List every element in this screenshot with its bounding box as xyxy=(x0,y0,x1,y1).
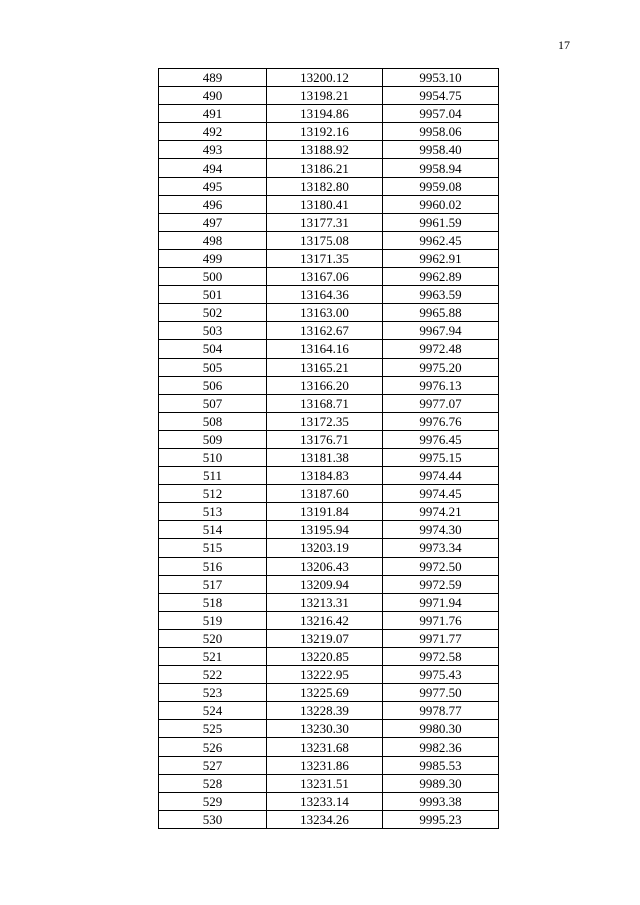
y-coordinate-cell: 9975.15 xyxy=(383,448,499,466)
point-number-cell: 495 xyxy=(159,177,267,195)
y-coordinate-cell: 9975.20 xyxy=(383,358,499,376)
x-coordinate-cell: 13168.71 xyxy=(267,394,383,412)
point-number-cell: 502 xyxy=(159,304,267,322)
y-coordinate-cell: 9974.21 xyxy=(383,503,499,521)
x-coordinate-cell: 13195.94 xyxy=(267,521,383,539)
y-coordinate-cell: 9958.06 xyxy=(383,123,499,141)
table-row xyxy=(159,774,499,792)
table-row xyxy=(159,575,499,593)
point-number-cell: 515 xyxy=(159,539,267,557)
point-number-cell: 512 xyxy=(159,485,267,503)
point-number-cell: 516 xyxy=(159,557,267,575)
point-number-cell: 530 xyxy=(159,810,267,828)
y-coordinate-cell: 9976.13 xyxy=(383,376,499,394)
x-coordinate-cell: 13228.39 xyxy=(267,702,383,720)
x-coordinate-cell: 13171.35 xyxy=(267,249,383,267)
point-number-cell: 519 xyxy=(159,611,267,629)
y-coordinate-cell: 9980.30 xyxy=(383,720,499,738)
point-number-cell: 522 xyxy=(159,666,267,684)
table-body xyxy=(159,69,499,829)
point-number-cell: 517 xyxy=(159,575,267,593)
table-row xyxy=(159,394,499,412)
table-row xyxy=(159,268,499,286)
y-coordinate-cell: 9978.77 xyxy=(383,702,499,720)
y-coordinate-cell: 9954.75 xyxy=(383,87,499,105)
x-coordinate-cell: 13234.26 xyxy=(267,810,383,828)
y-coordinate-cell: 9962.89 xyxy=(383,268,499,286)
y-coordinate-cell: 9961.59 xyxy=(383,213,499,231)
y-coordinate-cell: 9977.07 xyxy=(383,394,499,412)
x-coordinate-cell: 13213.31 xyxy=(267,593,383,611)
table-row xyxy=(159,376,499,394)
x-coordinate-cell: 13222.95 xyxy=(267,666,383,684)
x-coordinate-cell: 13164.16 xyxy=(267,340,383,358)
y-coordinate-cell: 9963.59 xyxy=(383,286,499,304)
point-number-cell: 489 xyxy=(159,69,267,87)
y-coordinate-cell: 9974.45 xyxy=(383,485,499,503)
y-coordinate-cell: 9972.50 xyxy=(383,557,499,575)
x-coordinate-cell: 13181.38 xyxy=(267,448,383,466)
point-number-cell: 500 xyxy=(159,268,267,286)
x-coordinate-cell: 13216.42 xyxy=(267,611,383,629)
table-row xyxy=(159,503,499,521)
y-coordinate-cell: 9973.34 xyxy=(383,539,499,557)
x-coordinate-cell: 13187.60 xyxy=(267,485,383,503)
table-row xyxy=(159,629,499,647)
x-coordinate-cell: 13220.85 xyxy=(267,648,383,666)
point-number-cell: 513 xyxy=(159,503,267,521)
point-number-cell: 492 xyxy=(159,123,267,141)
table-row xyxy=(159,322,499,340)
table-row xyxy=(159,105,499,123)
x-coordinate-cell: 13233.14 xyxy=(267,792,383,810)
point-number-cell: 494 xyxy=(159,159,267,177)
x-coordinate-cell: 13180.41 xyxy=(267,195,383,213)
point-number-cell: 511 xyxy=(159,467,267,485)
table-row xyxy=(159,756,499,774)
x-coordinate-cell: 13192.16 xyxy=(267,123,383,141)
x-coordinate-cell: 13175.08 xyxy=(267,231,383,249)
point-number-cell: 529 xyxy=(159,792,267,810)
point-number-cell: 504 xyxy=(159,340,267,358)
y-coordinate-cell: 9965.88 xyxy=(383,304,499,322)
y-coordinate-cell: 9958.94 xyxy=(383,159,499,177)
point-number-cell: 493 xyxy=(159,141,267,159)
table-row xyxy=(159,430,499,448)
y-coordinate-cell: 9974.30 xyxy=(383,521,499,539)
x-coordinate-cell: 13176.71 xyxy=(267,430,383,448)
y-coordinate-cell: 9959.08 xyxy=(383,177,499,195)
y-coordinate-cell: 9971.77 xyxy=(383,629,499,647)
page-number: 17 xyxy=(558,38,570,52)
table-row xyxy=(159,684,499,702)
point-number-cell: 509 xyxy=(159,430,267,448)
point-number-cell: 518 xyxy=(159,593,267,611)
y-coordinate-cell: 9971.94 xyxy=(383,593,499,611)
table-row xyxy=(159,231,499,249)
point-number-cell: 496 xyxy=(159,195,267,213)
y-coordinate-cell: 9972.58 xyxy=(383,648,499,666)
table-row xyxy=(159,141,499,159)
y-coordinate-cell: 9993.38 xyxy=(383,792,499,810)
point-number-cell: 524 xyxy=(159,702,267,720)
table-row xyxy=(159,340,499,358)
table-row xyxy=(159,648,499,666)
x-coordinate-cell: 13206.43 xyxy=(267,557,383,575)
table-row xyxy=(159,792,499,810)
point-number-cell: 510 xyxy=(159,448,267,466)
table-row xyxy=(159,738,499,756)
y-coordinate-cell: 9995.23 xyxy=(383,810,499,828)
y-coordinate-cell: 9982.36 xyxy=(383,738,499,756)
y-coordinate-cell: 9971.76 xyxy=(383,611,499,629)
table-row xyxy=(159,485,499,503)
table-row xyxy=(159,249,499,267)
y-coordinate-cell: 9974.44 xyxy=(383,467,499,485)
y-coordinate-cell: 9977.50 xyxy=(383,684,499,702)
y-coordinate-cell: 9972.59 xyxy=(383,575,499,593)
table-row xyxy=(159,720,499,738)
point-number-cell: 490 xyxy=(159,87,267,105)
table-row xyxy=(159,810,499,828)
point-number-cell: 499 xyxy=(159,249,267,267)
x-coordinate-cell: 13184.83 xyxy=(267,467,383,485)
x-coordinate-cell: 13167.06 xyxy=(267,268,383,286)
y-coordinate-cell: 9957.04 xyxy=(383,105,499,123)
table-row xyxy=(159,557,499,575)
table-row xyxy=(159,412,499,430)
x-coordinate-cell: 13200.12 xyxy=(267,69,383,87)
table-row xyxy=(159,702,499,720)
x-coordinate-cell: 13166.20 xyxy=(267,376,383,394)
point-number-cell: 520 xyxy=(159,629,267,647)
x-coordinate-cell: 13188.92 xyxy=(267,141,383,159)
coordinates-table xyxy=(158,68,499,829)
point-number-cell: 503 xyxy=(159,322,267,340)
point-number-cell: 525 xyxy=(159,720,267,738)
y-coordinate-cell: 9962.45 xyxy=(383,231,499,249)
table-row xyxy=(159,286,499,304)
y-coordinate-cell: 9989.30 xyxy=(383,774,499,792)
x-coordinate-cell: 13231.68 xyxy=(267,738,383,756)
y-coordinate-cell: 9972.48 xyxy=(383,340,499,358)
point-number-cell: 501 xyxy=(159,286,267,304)
table-row xyxy=(159,521,499,539)
x-coordinate-cell: 13186.21 xyxy=(267,159,383,177)
x-coordinate-cell: 13162.67 xyxy=(267,322,383,340)
x-coordinate-cell: 13172.35 xyxy=(267,412,383,430)
y-coordinate-cell: 9975.43 xyxy=(383,666,499,684)
table-row xyxy=(159,213,499,231)
point-number-cell: 508 xyxy=(159,412,267,430)
table-row xyxy=(159,177,499,195)
y-coordinate-cell: 9960.02 xyxy=(383,195,499,213)
point-number-cell: 497 xyxy=(159,213,267,231)
table-row xyxy=(159,304,499,322)
table-row xyxy=(159,87,499,105)
point-number-cell: 528 xyxy=(159,774,267,792)
x-coordinate-cell: 13182.80 xyxy=(267,177,383,195)
x-coordinate-cell: 13230.30 xyxy=(267,720,383,738)
table-row xyxy=(159,69,499,87)
point-number-cell: 498 xyxy=(159,231,267,249)
y-coordinate-cell: 9953.10 xyxy=(383,69,499,87)
table-row xyxy=(159,593,499,611)
table-row xyxy=(159,123,499,141)
table-row xyxy=(159,539,499,557)
x-coordinate-cell: 13177.31 xyxy=(267,213,383,231)
point-number-cell: 526 xyxy=(159,738,267,756)
table-row xyxy=(159,467,499,485)
point-number-cell: 507 xyxy=(159,394,267,412)
x-coordinate-cell: 13191.84 xyxy=(267,503,383,521)
table-row xyxy=(159,159,499,177)
x-coordinate-cell: 13198.21 xyxy=(267,87,383,105)
y-coordinate-cell: 9985.53 xyxy=(383,756,499,774)
y-coordinate-cell: 9962.91 xyxy=(383,249,499,267)
x-coordinate-cell: 13209.94 xyxy=(267,575,383,593)
point-number-cell: 527 xyxy=(159,756,267,774)
point-number-cell: 523 xyxy=(159,684,267,702)
point-number-cell: 506 xyxy=(159,376,267,394)
y-coordinate-cell: 9967.94 xyxy=(383,322,499,340)
table-row xyxy=(159,195,499,213)
y-coordinate-cell: 9976.76 xyxy=(383,412,499,430)
x-coordinate-cell: 13163.00 xyxy=(267,304,383,322)
table-row xyxy=(159,666,499,684)
y-coordinate-cell: 9958.40 xyxy=(383,141,499,159)
table-row xyxy=(159,448,499,466)
x-coordinate-cell: 13225.69 xyxy=(267,684,383,702)
x-coordinate-cell: 13203.19 xyxy=(267,539,383,557)
x-coordinate-cell: 13165.21 xyxy=(267,358,383,376)
table-row xyxy=(159,611,499,629)
x-coordinate-cell: 13219.07 xyxy=(267,629,383,647)
x-coordinate-cell: 13231.86 xyxy=(267,756,383,774)
x-coordinate-cell: 13164.36 xyxy=(267,286,383,304)
y-coordinate-cell: 9976.45 xyxy=(383,430,499,448)
point-number-cell: 514 xyxy=(159,521,267,539)
point-number-cell: 491 xyxy=(159,105,267,123)
point-number-cell: 505 xyxy=(159,358,267,376)
point-number-cell: 521 xyxy=(159,648,267,666)
x-coordinate-cell: 13231.51 xyxy=(267,774,383,792)
table-row xyxy=(159,358,499,376)
x-coordinate-cell: 13194.86 xyxy=(267,105,383,123)
